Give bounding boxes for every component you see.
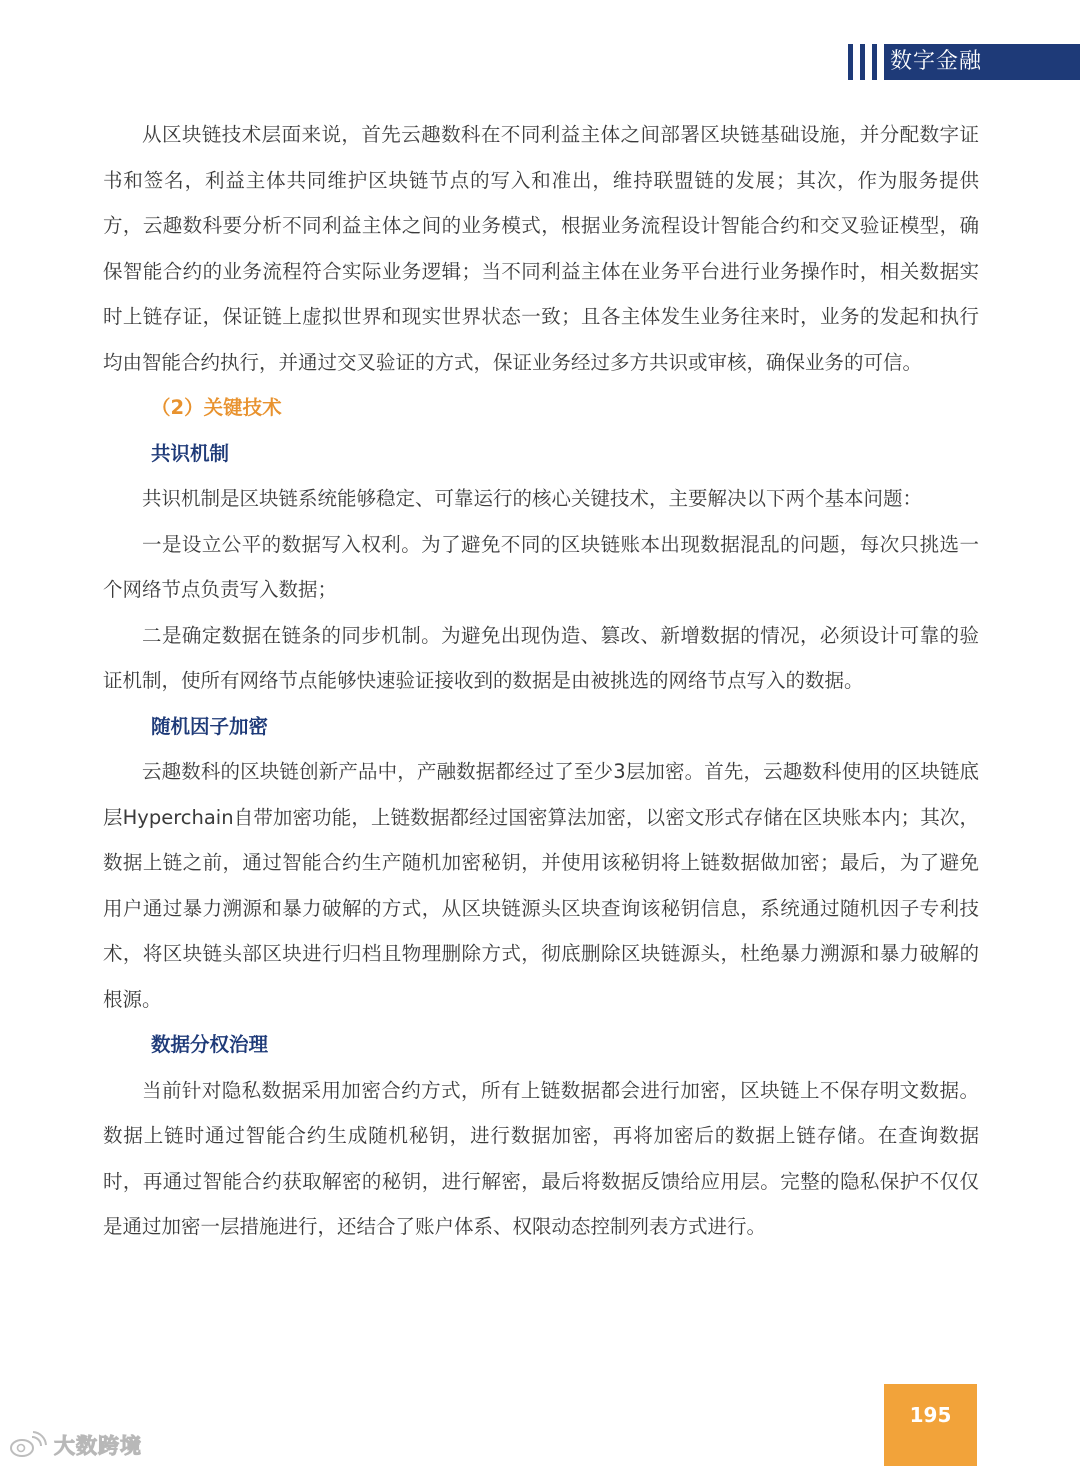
subheading-random-factor: 随机因子加密 (151, 714, 269, 738)
header-stripe-1 (848, 44, 853, 80)
page-header (848, 44, 1080, 80)
header-stripe-2 (860, 44, 865, 80)
consensus-paragraph-3: 二是确定数据在链条的同步机制。为避免出现伪造、篡改、新增数据的情况，必须设计可靠的验证机制，使所有网络节点能够快速验证接收到的数据是由被挑选的网络节点写入的数据。 (103, 623, 979, 692)
subheading-consensus: 共识机制 (151, 441, 230, 465)
weibo-logo-icon (8, 1431, 48, 1459)
intro-paragraph: 从区块链技术层面来说，首先云趣数科在不同利益主体之间部署区块链基础设施，并分配数字证书和签名，利益主体共同维护区块链节点的写入和准出，维持联盟链的发展；其次，作为服务提供方，云趣数科要分析不同利益主体之间的业务模式，根据业务流程设计智能合约和交叉验证模型，确保智能合约的业务流程符合实际业务逻辑；当不同利益主体在业务平台进行业务操作时，相关数据实时上链存证，保证链上虚拟世界和现实世界状态一致；且各主体发生业务往来时，业务的发起和执行均由智能合约执行，并通过交叉验证的方式，保证业务经过多方共识或审核，确保业务的可信。 (103, 123, 979, 374)
data-governance-paragraph: 当前针对隐私数据采用加密合约方式，所有上链数据都会进行加密，区块链上不保存明文数据。数据上链时通过智能合约生成随机秘钥，进行数据加密，再将加密后的数据上链存储。在查询数据时，再通过智能合约获取解密的秘钥，进行解密，最后将数据反馈给应用层。完整的隐私保护不仅仅是通过加密一层措施进行，还结合了账户体系、权限动态控制列表方式进行。 (103, 1078, 979, 1238)
page-number: 195 (884, 1384, 977, 1466)
section-title-key-technology: （2）关键技术 (151, 396, 282, 419)
watermark-text: 大数跨境 (54, 1434, 142, 1458)
header-title: 数字金融 (884, 44, 1080, 80)
subheading-data-governance: 数据分权治理 (151, 1033, 269, 1056)
consensus-paragraph-1: 共识机制是区块链系统能够稳定、可靠运行的核心关键技术，主要解决以下两个基本问题： (142, 487, 923, 510)
random-factor-paragraph: 云趣数科的区块链创新产品中，产融数据都经过了至少3层加密。首先，云趣数科使用的区块链底层Hyperchain自带加密功能，上链数据都经过国密算法加密，以密文形式存储在区块账本内；其次，数据上链之前，通过智能合约生产随机加密秘钥，并使用该秘钥将上链数据做加密；最后，为了避免用户通过暴力溯源和暴力破解的方式，从区块链源头区块查询该秘钥信息，系统通过随机因子专利技术，将区块链头部区块进行归档且物理删除方式，彻底删除区块链源头，杜绝暴力溯源和暴力破解的根源。 (103, 760, 979, 1011)
header-stripe-3 (872, 44, 877, 80)
consensus-paragraph-2: 一是设立公平的数据写入权利。为了避免不同的区块链账本出现数据混乱的问题，每次只挑选一个网络节点负责写入数据； (103, 532, 979, 601)
article-body (103, 112, 979, 1250)
watermark (8, 1430, 142, 1460)
